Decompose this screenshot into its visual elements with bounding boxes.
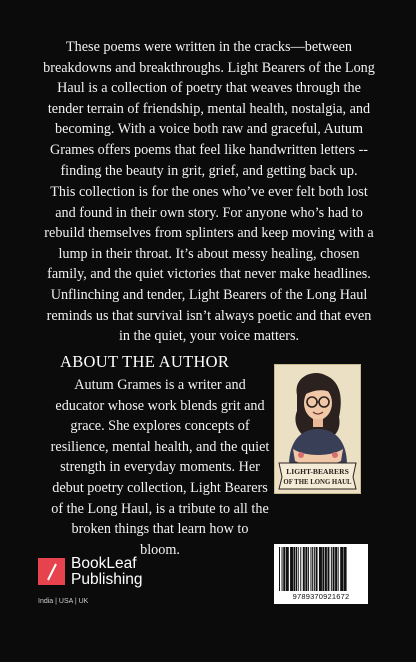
author-illustration	[274, 364, 361, 494]
barcode-bar	[305, 547, 307, 591]
publisher-name-line-2: Publishing	[71, 571, 143, 588]
barcode-bar	[333, 547, 335, 591]
publisher-name-line-1: BookLeaf	[71, 555, 137, 572]
barcode-bar	[293, 547, 295, 591]
barcode-bar	[327, 547, 329, 591]
isbn-number: 9789370921672	[292, 592, 350, 601]
banner-line-1: LIGHT-BEARERS	[286, 467, 349, 476]
isbn-barcode	[274, 544, 368, 604]
about-author-heading: ABOUT THE AUTHOR	[60, 352, 230, 371]
barcode-bar	[279, 547, 280, 591]
barcode-bar	[310, 547, 311, 591]
barcode-bar	[296, 547, 297, 591]
publisher-regions: India | USA | UK	[38, 598, 89, 605]
barcode-bar	[300, 547, 301, 591]
barcode-bar	[290, 547, 293, 591]
publisher-logo	[38, 558, 65, 585]
slash-icon	[45, 563, 59, 581]
barcode-bar	[316, 547, 318, 591]
blurb-paragraph-1: These poems were written in the cracks—between breakdowns and breakthroughs. Light Bearers of the Long Haul is a collection of poetry that weaves through the tender terrain of friendship, mental health, nostalgia, and becoming. With a voice both raw and graceful, Autum Grames offers poems that feel like handwritten letters -- finding the beauty in grit, grief, and getting back up.	[43, 39, 375, 179]
barcode-bar	[314, 547, 315, 591]
barcode-bar	[335, 547, 337, 591]
barcode-bar	[338, 547, 339, 591]
blurb-paragraph-2: This collection is for the ones who’ve ever felt both lost and found in their own story. For anyone who’s had to rebuild themselves from splinters and keep moving with a lump in their throat. It’s about messy healing, chosen family, and the quiet victories that never make headlines. Unflinching and tender, Light Bearers of the Long Haul reminds us that survival isn’t always poetic and that even in the quiet, your voice matters.	[44, 184, 374, 345]
barcode-bar	[303, 547, 305, 591]
publisher-name	[71, 556, 143, 588]
barcode-bar	[298, 547, 299, 591]
barcode-bar	[340, 547, 343, 591]
barcode-bar	[322, 547, 324, 591]
barcode-bar	[308, 547, 309, 591]
barcode-bar	[282, 547, 283, 591]
barcode-bar	[344, 547, 347, 591]
barcode-bars	[278, 547, 364, 591]
banner-line-2: OF THE LONG HAUL	[283, 479, 352, 486]
barcode-bar	[286, 547, 289, 591]
barcode-bar	[319, 547, 322, 591]
barcode-bar	[331, 547, 332, 591]
author-portrait-icon	[275, 365, 360, 493]
barcode-bar	[312, 547, 313, 591]
barcode-bar	[283, 547, 285, 591]
barcode-bar	[325, 547, 327, 591]
author-bio: Autum Grames is a writer and educator whose work blends grit and grace. She explores concepts of resilience, mental health, and the quiet strength in everyday moments. Her debut poetry collection, Light Bearers of the Long Haul, is a tribute to all the broken things that learn how to bloom.	[50, 377, 270, 558]
